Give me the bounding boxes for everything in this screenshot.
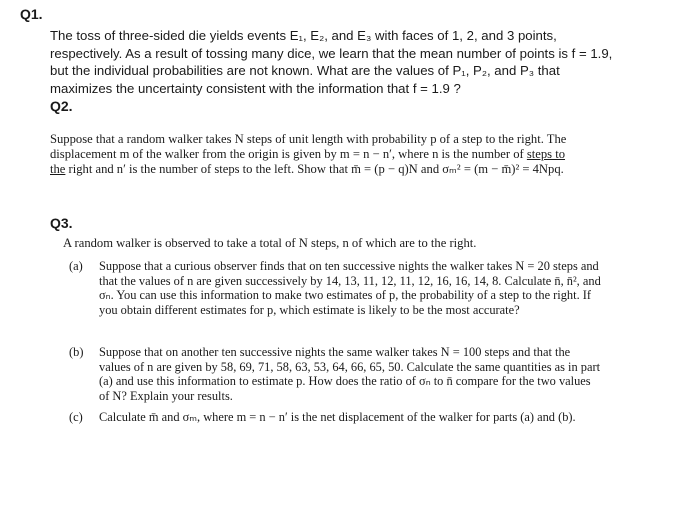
q3-part-c-label: (c): [69, 410, 83, 424]
q2-heading: Q2.: [50, 98, 73, 114]
q3-intro: A random walker is observed to take a total of N steps, n of which are to the right.: [63, 236, 477, 250]
q3-part-b-text: Suppose that on another ten successive nights the same walker takes N = 100 steps and that the values of n are given by 58, 69, 71, 58, 63, 53, 64, 66, 65, 50. Calculate the same quantities as in part (a) and use this information to estimate p. How does the ratio of σₙ to n̄ compare for the two values of N? Explain your results.: [99, 345, 601, 403]
q2-text-part2: right and n′ is the number of steps to the left. Show that m̄ = (p − q)N and σₘ² = (m − m̄)² = 4Npq.: [65, 162, 564, 176]
q3-part-c: [69, 410, 601, 425]
q3-part-b: [69, 345, 601, 403]
q3-part-b-label: (b): [69, 345, 84, 359]
q2-underlined-text: steps to the: [50, 147, 566, 176]
q2-text-part1: Suppose that a random walker takes N steps of unit length with probability p of a step to the right. The displacement m of the walker from the origin is given by m = n − n′, where n is the number of: [50, 132, 567, 161]
q3-part-a-label: (a): [69, 259, 83, 273]
q3-part-a-text: Suppose that a curious observer finds that on ten successive nights the walker takes N = 20 steps and that the values of n are given successively by 14, 13, 11, 12, 11, 12, 16, 16, 14, 8. Calculate n̄, n̄², and σₙ. You can use this information to make two estimates of p, the probability of a step to the right. If you obtain different estimates for p, which estimate is likely to be the most accurate?: [99, 259, 601, 317]
q3-part-c-text: Calculate m̄ and σₘ, where m = n − n′ is the net displacement of the walker for parts (a) and (b).: [99, 410, 576, 424]
q3-part-a: [69, 259, 601, 317]
q2-text: [50, 132, 580, 177]
q1-text: The toss of three-sided die yields events E₁, E₂, and E₃ with faces of 1, 2, and 3 points, respectively. As a result of tossing many dice, we learn that the mean number of points is f = 1.9, but the individual probabilities are not known. What are the values of P₁, P₂, and P₃ that maximizes the uncertainty consistent with the information that f = 1.9 ?: [50, 28, 613, 96]
q1-heading: Q1.: [20, 6, 43, 22]
q3-heading: Q3.: [50, 215, 73, 231]
